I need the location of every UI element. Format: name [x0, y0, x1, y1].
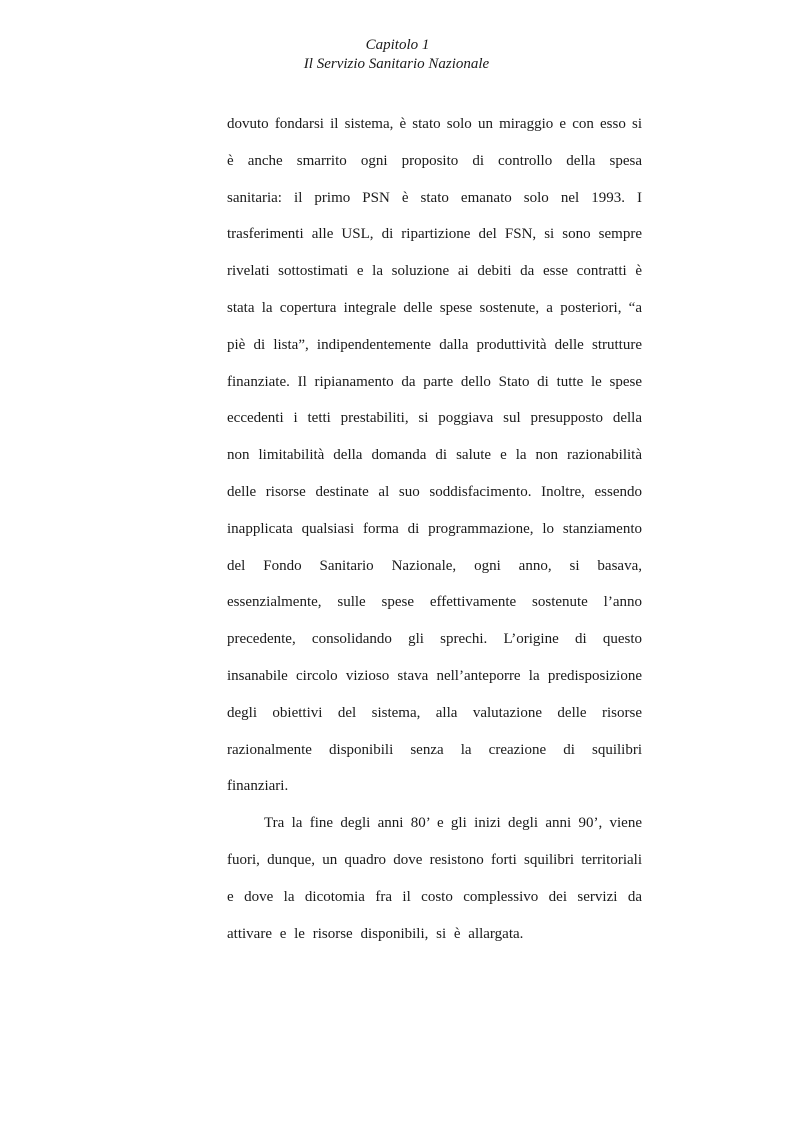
text-line: è anche smarrito ogni proposito di controllo della spesa [227, 152, 642, 169]
text-line: e dove la dicotomia fra il costo complessivo dei servizi da [227, 888, 642, 905]
text-line: del Fondo Sanitario Nazionale, ogni anno, si basava, [227, 557, 642, 574]
text-line: essenzialmente, sulle spese effettivamente sostenute l’anno [227, 594, 642, 611]
text-line: fuori, dunque, un quadro dove resistono forti squilibri territoriali [227, 851, 642, 868]
text-line: Tra la fine degli anni 80’ e gli inizi degli anni 90’, viene [264, 815, 642, 832]
text-line: piè di lista”, indipendentemente dalla produttività delle strutture [227, 336, 642, 353]
text-line: inapplicata qualsiasi forma di programmazione, lo stanziamento [227, 520, 642, 537]
text-line: finanziari. [227, 778, 289, 795]
text-line: finanziate. Il ripianamento da parte dello Stato di tutte le spese [227, 373, 642, 390]
text-line: dovuto fondarsi il sistema, è stato solo un miraggio e con esso si [227, 116, 642, 132]
page-header [0, 36, 793, 74]
body-text [227, 116, 642, 962]
text-line: eccedenti i tetti prestabiliti, si poggiava sul presupposto della [227, 410, 642, 427]
text-line: razionalmente disponibili senza la creazione di squilibri [227, 741, 642, 758]
text-line: degli obiettivi del sistema, alla valutazione delle risorse [227, 704, 642, 721]
text-line: precedente, consolidando gli sprechi. L’origine di questo [227, 631, 642, 648]
chapter-title: Il Servizio Sanitario Nazionale [303, 56, 490, 72]
chapter-label: Capitolo 1 [365, 37, 430, 53]
text-line: stata la copertura integrale delle spese sostenute, a posteriori, “a [227, 299, 642, 316]
text-line: non limitabilità della domanda di salute e la non razionabilità [227, 447, 642, 464]
text-line: attivare e le risorse disponibili, si è allargata. [227, 925, 524, 942]
text-line: sanitaria: il primo PSN è stato emanato solo nel 1993. I [227, 189, 642, 206]
text-line: rivelati sottostimati e la soluzione ai debiti da esse contratti è [227, 263, 642, 280]
text-line: delle risorse destinate al suo soddisfacimento. Inoltre, essendo [227, 483, 642, 500]
text-line: trasferimenti alle USL, di ripartizione del FSN, si sono sempre [227, 226, 642, 243]
text-line: insanabile circolo vizioso stava nell’anteporre la predisposizione [227, 667, 642, 684]
